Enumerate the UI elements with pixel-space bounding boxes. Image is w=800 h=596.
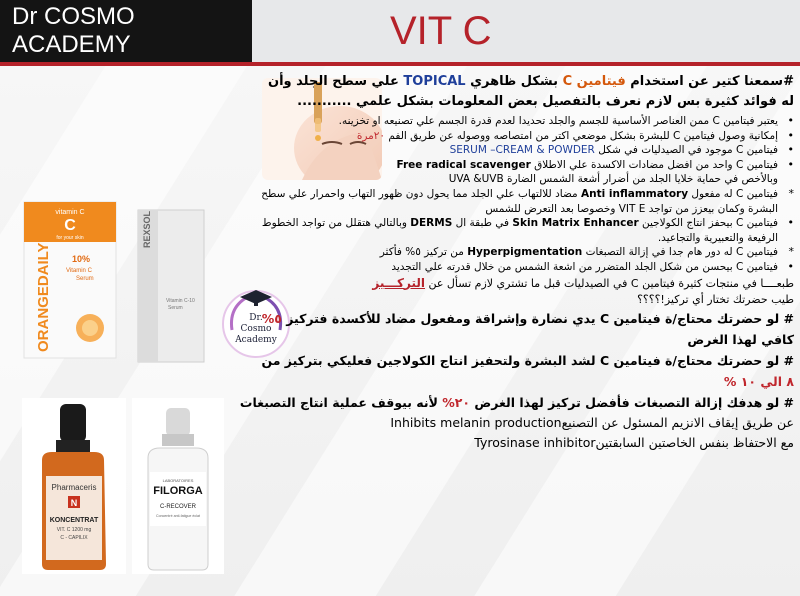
orange-box-name: Serum <box>76 276 94 282</box>
pharma-line: VIT. C 1200 mg <box>56 527 92 533</box>
orangedaily-serum-box-image <box>20 198 120 362</box>
academy-name: Dr COSMO ACADEMY <box>0 0 252 62</box>
title-area <box>252 0 800 62</box>
concentration-8-10-value: ٨ الي ١٠ % <box>723 373 794 389</box>
concentration-5: # لو حضرتك محتاج/ة فيتامين C يدي نضارة وإشراقة ومفعول مضاد للأكسدة فتركيز ٥% <box>261 310 794 326</box>
filorga-c-recover-image <box>132 398 224 574</box>
facts-list <box>236 114 794 275</box>
article-body <box>236 72 794 453</box>
pharma-name: KONCENTRAT <box>49 517 99 524</box>
list-item: • إمكانية وصول فيتامين C للبشرة بشكل موضعي اكتر من امتصاصه ووصوله عن طريق الفم ٢٠مرة <box>236 129 794 144</box>
orange-box-sub: for your skin <box>56 235 84 241</box>
pharma-sub: C - CAPILIX <box>60 535 88 541</box>
logo-line3: Academy <box>235 335 277 345</box>
filorga-sub: Concentré anti-fatigue éclat <box>156 514 200 518</box>
list-item: * فيتامين C له مفعول Anti inflammatory مضاد للالتهاب علي الجلد مما يحول دون ظهور التهاب واحمرار علي سطح البشرة وكمان بيعزز من تواجد VIT E وخصوصا بعد التعرض للشمس <box>236 187 794 216</box>
filorga-brand: FILORGA <box>153 485 203 497</box>
filorga-name: C-RECOVER <box>159 504 197 510</box>
filorga-top: LABORATOIRES <box>162 478 194 483</box>
orange-box-line: Vitamin C <box>66 268 92 274</box>
mechanism-line-2: مع الاحتفاظ بنفس الخاصتين السابقتينTyrosinase inhibitor <box>474 434 794 450</box>
logo-line1: Dr. <box>249 313 263 323</box>
list-item: • فيتامين C واحد من افضل مضادات الاكسدة علي الاطلاق Free radical scavenger وبالأخص في حماية خلايا الجلد من أضرار أشعة الشمس الضارة UVA &UVB <box>236 158 794 187</box>
rexsol-brand: REXSOL <box>142 210 152 248</box>
intro-line-1: #سمعنا كتير عن استخدام فيتامين C بشكل ظاهري TOPICAL علي سطح الجلد وأن <box>267 74 794 89</box>
page-title: VIT C <box>390 8 492 53</box>
intro-line-2: له فوائد كثيرة بس لازم نعرف بالتفصيل بعض المعلومات بشكل علمي ........... <box>297 94 794 109</box>
list-item: • فيتامين C بيحفز انتاج الكولاجين Skin Matrix Enhancer في طبقة ال DERMS وبالتالي هتقلل من تواجد الخطوط الرفيعة والتعبيرية والتجاعيد. <box>236 216 794 245</box>
pharma-brand: Pharmaceris <box>51 483 97 492</box>
orange-box-top: vitamin C <box>55 209 85 216</box>
list-item: • فيتامين C بيحسن من شكل الجلد المتضرر من اشعة الشمس من خلال قدرته علي التجديد <box>236 260 794 275</box>
logo-line2: Cosmo <box>240 324 272 334</box>
pharmaceris-koncentrat-image <box>22 398 126 574</box>
header-bar <box>0 0 800 62</box>
rexsol-name: Serum <box>168 305 183 311</box>
concentration-note: طبعــــا في منتجات كثيرة فيتامين C في الصيدليات قبل ما تشتري لازم تسأل عن التركـــيز <box>372 275 794 290</box>
rexsol-serum-box-image <box>128 208 212 366</box>
concentration-20: # لو هدفك إزالة التصبغات فأفضل تركيز لهذا الغرض ٢٠% لأنه بيوقف عملية انتاج التصبغات <box>239 394 794 410</box>
list-item: * فيتامين C له دور هام جدا في إزالة التصبغات Hyperpigmentation من تركيز ٥% فأكثر <box>236 245 794 260</box>
mechanism-line-1: عن طريق إيقاف الانزيم المسئول عن التصنيعInhibits melanin production <box>390 414 794 430</box>
list-item: • يعتبر فيتامين C ممن العناصر الأساسية للجسم والجلد تحديدا لعدم قدرة الجسم علي تصنيعه او تخزينه. <box>236 114 794 129</box>
concentration-8-10: # لو حضرتك محتاج/ة فيتامين C لشد البشرة ولتحفيز انتاج الكولاجين فعليكي بتركيز من <box>261 352 794 368</box>
which-concentration: طيب حضرتك تختار أي تركيز!؟؟؟؟ <box>637 292 794 306</box>
orange-box-pct: 10% <box>72 254 91 264</box>
list-item: • فيتامين C موجود في الصيدليات في شكل SERUM –CREAM & POWDER <box>236 143 794 158</box>
rexsol-line: Vitamin C-10 <box>166 298 195 304</box>
concentration-5-note: كافي لهذا الغرض <box>687 331 794 347</box>
orange-box-brand: ORANGEDAILY <box>35 242 52 352</box>
pharma-letter: N <box>70 498 78 508</box>
svg-text:C: C <box>64 217 76 234</box>
